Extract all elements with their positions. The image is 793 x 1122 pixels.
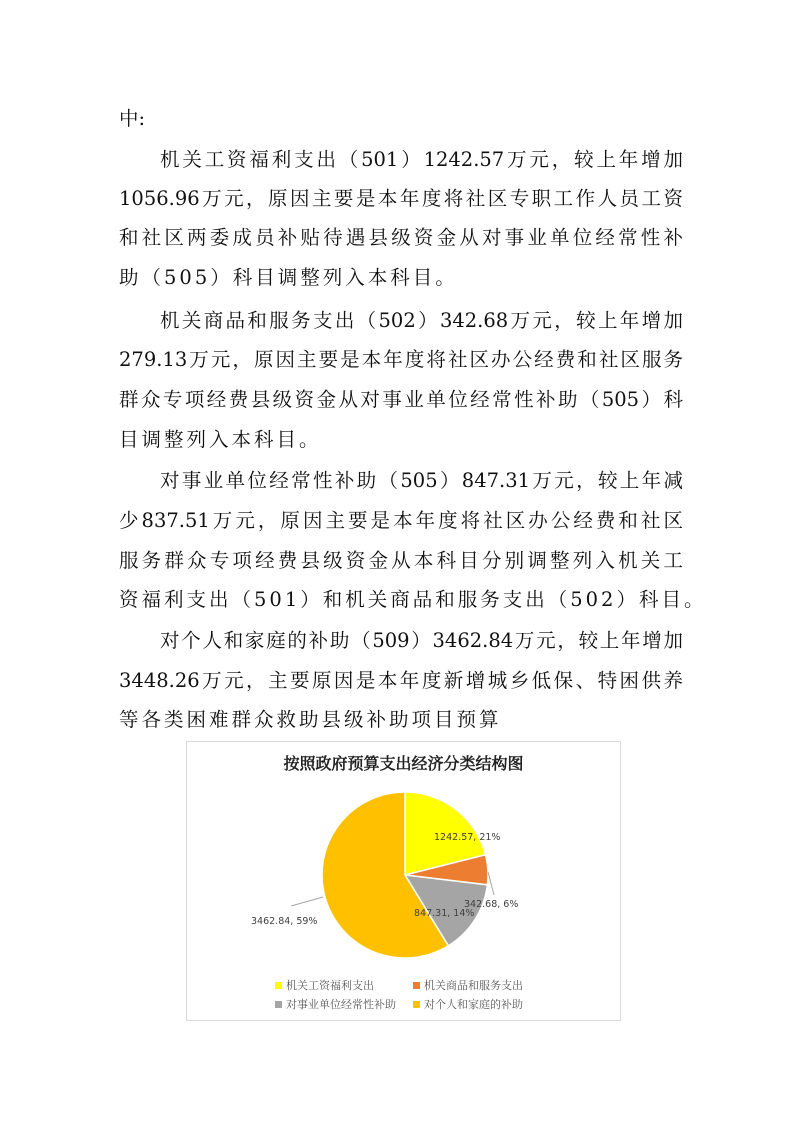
legend-item-1	[413, 977, 523, 993]
legend-swatch	[413, 982, 420, 989]
legend-label: 对个人和家庭的补助	[424, 998, 523, 1011]
pie-chart	[186, 741, 621, 1021]
paragraph-line: 目调整列入本科目。	[119, 428, 322, 451]
legend-item-2	[275, 996, 396, 1012]
paragraph-line: 助（505）科目调整列入本科目。	[119, 266, 458, 289]
data-label: 847.31, 14%	[414, 908, 475, 919]
paragraph-line: 等各类困难群众救助县级补助项目预算	[119, 708, 502, 731]
pie-plot	[187, 742, 622, 1022]
paragraph-line: 3448.26万元，主要原因是本年度新增城乡低保、特困供养	[119, 669, 683, 692]
data-label: 1242.57, 21%	[434, 832, 501, 843]
legend-item-0	[275, 977, 374, 993]
paragraph-line: 279.13万元，原因主要是本年度将社区办公经费和社区服务	[119, 348, 683, 371]
legend-swatch	[275, 1001, 282, 1008]
paragraph-line: 机关商品和服务支出（502）342.68万元，较上年增加	[160, 309, 683, 332]
legend-item-3	[413, 996, 523, 1012]
leader-line	[488, 872, 494, 895]
data-label: 3462.84, 59%	[251, 916, 318, 927]
legend-label: 对事业单位经常性补助	[286, 998, 396, 1011]
leader-line	[291, 897, 323, 906]
paragraph-line: 1056.96万元，原因主要是本年度将社区专职工作人员工资	[119, 187, 683, 210]
paragraph-line: 对事业单位经常性补助（505）847.31万元，较上年减	[160, 469, 683, 492]
paragraph-line: 和社区两委成员补贴待遇县级资金从对事业单位经常性补	[119, 226, 683, 249]
legend-swatch	[413, 1001, 420, 1008]
paragraph-line: 少837.51万元，原因主要是本年度将社区办公经费和社区	[119, 509, 683, 532]
paragraph-line: 群众专项经费县级资金从对事业单位经常性补助（505）科	[119, 388, 683, 411]
intro-line: 中:	[119, 107, 146, 130]
chart-title: 按照政府预算支出经济分类结构图	[283, 754, 524, 773]
paragraph-line: 机关工资福利支出（501）1242.57万元，较上年增加	[160, 148, 683, 171]
paragraph-line: 对个人和家庭的补助（509）3462.84万元，较上年增加	[160, 629, 683, 652]
data-label: 342.68, 6%	[464, 899, 519, 910]
paragraph-line: 服务群众专项经费县级资金从本科目分别调整列入机关工	[119, 549, 683, 572]
paragraph-line: 资福利支出（501）和机关商品和服务支出（502）科目。	[119, 588, 707, 611]
legend-label: 机关商品和服务支出	[424, 979, 523, 992]
legend-label: 机关工资福利支出	[286, 979, 374, 992]
legend-swatch	[275, 982, 282, 989]
